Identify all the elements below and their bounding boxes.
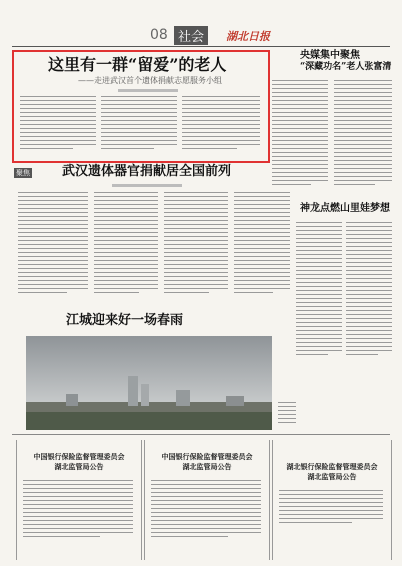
sidebar1-body-col2 xyxy=(334,80,392,188)
lead-body-col2 xyxy=(101,96,177,152)
byline xyxy=(118,89,178,92)
second-body-col4 xyxy=(234,192,290,296)
notice-1-title-2: 湖北监管局公告 xyxy=(54,462,104,471)
notice-2-title-2: 湖北监管局公告 xyxy=(182,462,232,471)
sidebar1-body-col1 xyxy=(272,80,328,188)
notice-3-title-1: 湖北银行保险监督管理委员会 xyxy=(286,462,378,471)
lead-body-col1 xyxy=(20,96,96,152)
sidebar2-body-col1 xyxy=(296,222,342,358)
lead-subhead: ——走进武汉首个遗体捐献志愿服务小组 xyxy=(78,76,222,85)
sidebar2-headline: 神龙点燃山里娃梦想 xyxy=(300,203,390,214)
second-headline: 武汉遗体器官捐献居全国前列 xyxy=(62,164,232,179)
header-rule xyxy=(12,46,390,47)
city-skyline-image xyxy=(26,336,272,430)
photo-caption xyxy=(278,402,296,426)
lead-headline: 这里有一群“留爱”的老人 xyxy=(48,55,227,74)
sidebar1-headline-2: “深藏功名”老人张富清 xyxy=(300,62,392,72)
sidebar2-body-col2 xyxy=(346,222,392,358)
second-body-col3 xyxy=(164,192,228,296)
notice-3 xyxy=(272,440,392,560)
rain-photo xyxy=(26,336,272,430)
sidebar1-headline-1: 央媒集中聚焦 xyxy=(300,50,360,61)
lead-body-col3 xyxy=(182,96,260,152)
notice-1 xyxy=(16,440,142,560)
second-kicker: 聚焦 xyxy=(16,169,30,177)
notice-2-title-1: 中国银行保险监督管理委员会 xyxy=(161,452,253,461)
page-number: 08 xyxy=(150,27,168,43)
notice-1-title-1: 中国银行保险监督管理委员会 xyxy=(33,452,125,461)
notices-rule xyxy=(12,434,390,435)
second-byline xyxy=(112,184,182,187)
page-header xyxy=(150,26,350,44)
second-body-col2 xyxy=(94,192,158,296)
paper-name: 湖北日报 xyxy=(226,30,270,43)
section-tab: 社会 xyxy=(174,26,208,45)
notice-3-title-2: 湖北监管局公告 xyxy=(307,472,357,481)
notice-2 xyxy=(144,440,270,560)
photo-headline: 江城迎来好一场春雨 xyxy=(66,313,184,328)
second-body-col1 xyxy=(18,192,88,296)
